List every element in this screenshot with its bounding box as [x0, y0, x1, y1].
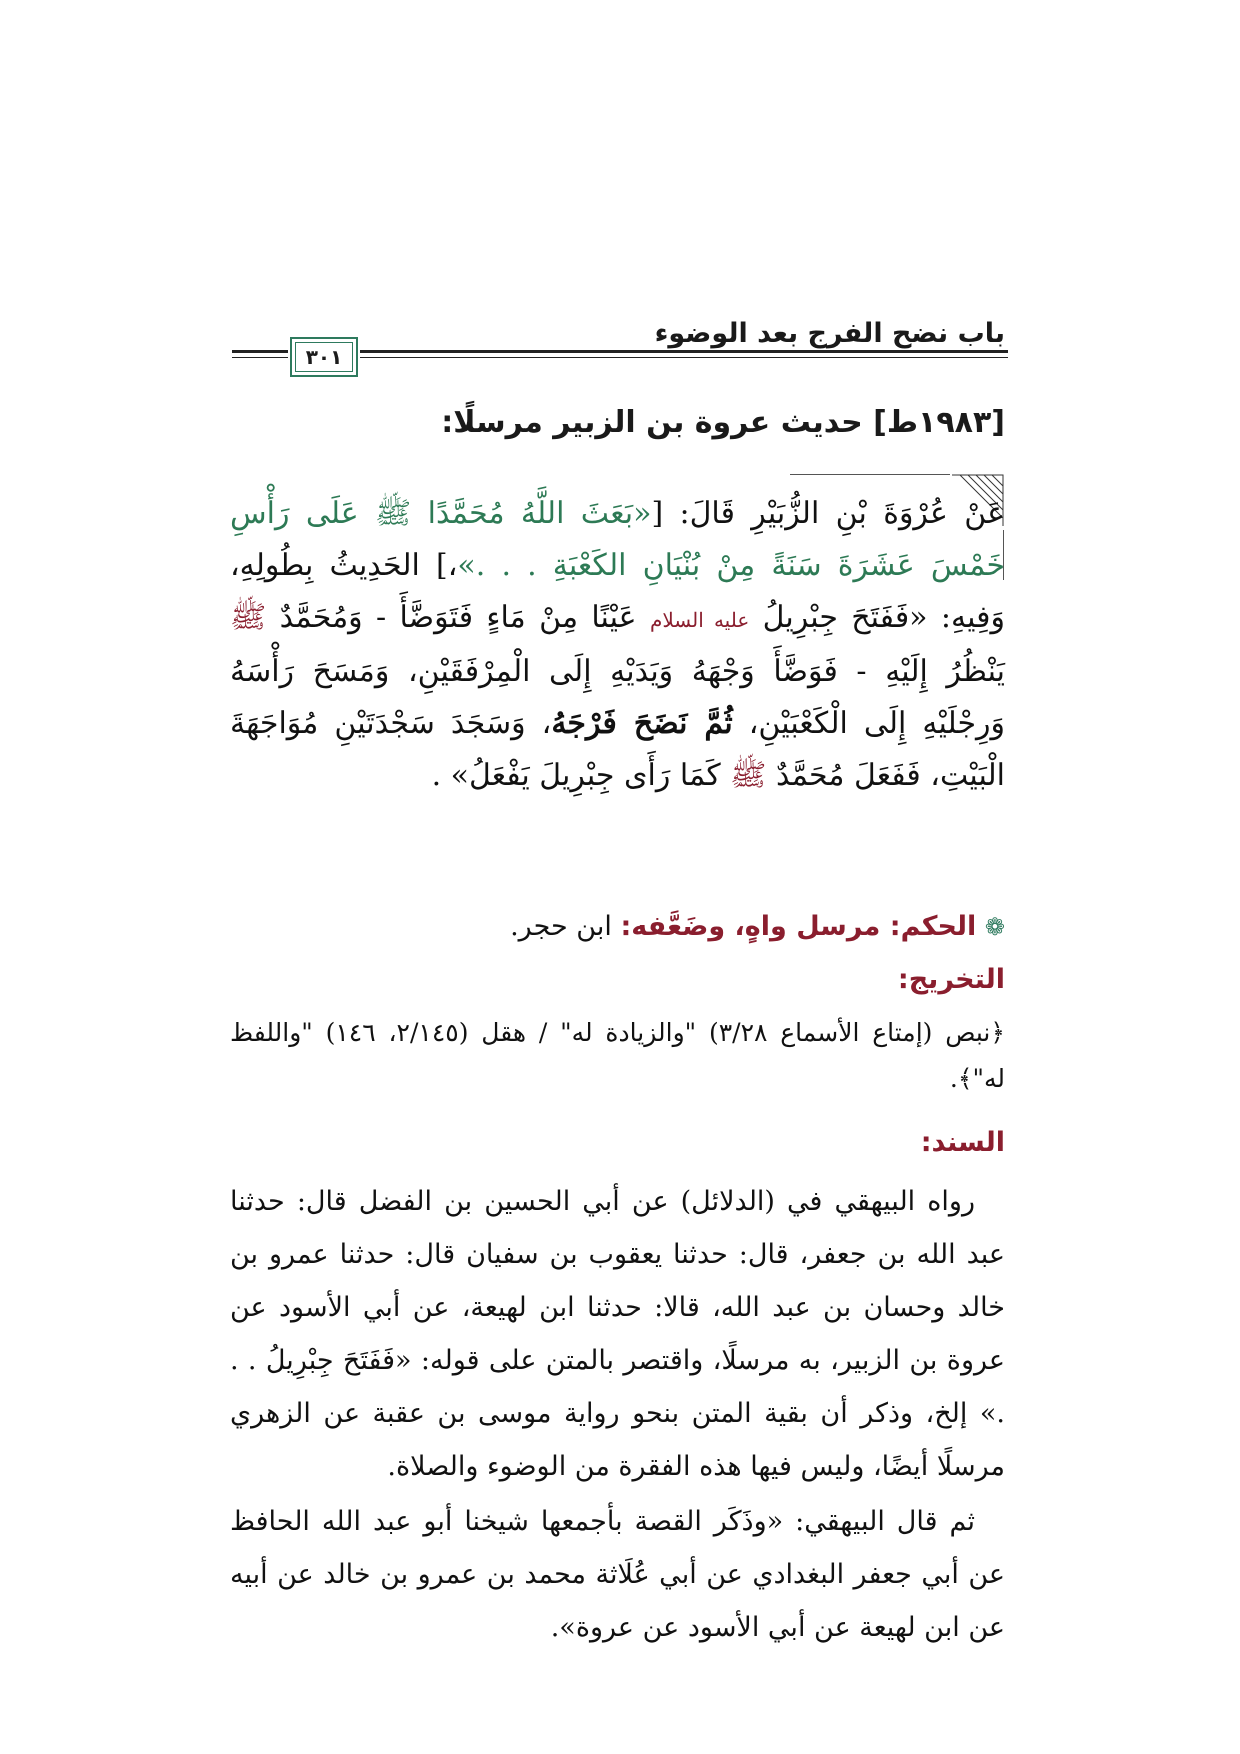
takhrij-text: ﴿نبص (إمتاع الأسماع ٣/٢٨) "والزيادة له" / هقل (٢/١٤٥، ١٤٦) "واللفظ له"﴾. [230, 1018, 1005, 1093]
matn-green-text: «بَعَثَ اللَّهُ مُحَمَّدًا ﷺ عَلَى رَأْسِ خَمْسَ عَشَرَةَ سَنَةً مِنْ بُنْيَانِ الكَعْبَةِ . . .» [230, 496, 1006, 583]
hadith-matn [230, 488, 1005, 802]
salam-symbol: عليه السلام [649, 608, 750, 632]
matn-text-4: ، وَسَجَدَ سَجْدَتَيْنِ مُوَاجَهَةَ الْبَيْتِ، فَفَعَلَ مُحَمَّدٌ [230, 706, 1005, 793]
ruling-label: الحكم: [889, 911, 977, 942]
takhrij-heading: التخريج: [897, 964, 1005, 995]
running-title: باب نضح الفرج بعد الوضوء [654, 318, 1005, 349]
flower-ornament-icon: ❁ [984, 913, 1005, 941]
hadith-title: [١٩٨٣ط] حديث عروة بن الزبير مرسلًا: [441, 405, 1005, 440]
matn-text-3: يَنْظُرُ إِلَيْهِ - فَوَضَّأَ وَجْهَهُ وَيَدَيْهِ إِلَى الْمِرْفَقَيْنِ، وَمَسَحَ رَأْسَهُ وَرِجْلَيْهِ إِلَى الْكَعْبَيْنِ، [230, 654, 1005, 741]
ruling-line [230, 902, 1005, 952]
page-number: ٣٠١ [305, 345, 343, 369]
sanad-paragraph-2: ثم قال البيهقي: «وذَكَر القصة بأجمعها شيخنا أبو عبد الله الحافظ عن أبي جعفر البغدادي عن أبي عُلَاثة محمد بن عمرو بن خالد عن أبيه عن ابن لهيعة عن أبي الأسود عن عروة». [230, 1506, 1005, 1643]
salla-symbol-1: ﷺ [230, 600, 267, 635]
sanad-heading: السند: [920, 1127, 1005, 1158]
ruling-by: ابن حجر. [510, 911, 621, 942]
header-rule-left-bottom [232, 357, 288, 358]
matn-text-2: عَيْنًا مِنْ مَاءٍ فَتَوَضَّأَ - وَمُحَمَّدٌ [266, 600, 650, 635]
header-rule-bottom [360, 357, 1008, 358]
ruling-verdict: مرسل واهٍ، وضَعَّفه: [620, 911, 890, 942]
salla-symbol-2: ﷺ [730, 758, 767, 793]
header-rule-left-top [232, 350, 288, 353]
matn-bold-text: ثُمَّ نَضَحَ فَرْجَهُ [551, 706, 733, 741]
matn-text-1: ،] الحَدِيثُ بِطُولِهِ، وَفِيهِ: «فَفَتَحَ جِبْرِيلُ [230, 548, 1005, 635]
sanad-paragraph-1: رواه البيهقي في (الدلائل) عن أبي الحسين بن الفضل قال: حدثنا عبد الله بن جعفر، قال: حدثنا يعقوب بن سفيان قال: حدثنا عمرو بن خالد وحسان بن عبد الله، قالا: حدثنا ابن لهيعة، عن أبي الأسود عن عروة بن الزبير، به مرسلًا، واقتصر بالمتن على قوله: «فَفَتَحَ جِبْرِيلُ . . .» إلخ، وذكر أن بقية المتن بنحو رواية موسى بن عقبة عن الزهري مرسلًا أيضًا، وليس فيها هذه الفقرة من الوضوء والصلاة. [230, 1186, 1005, 1482]
matn-text-5: كَمَا رَأَى جِبْرِيلَ يَفْعَلُ» . [431, 758, 731, 793]
matn-frame-top [790, 474, 950, 475]
page-number-badge [290, 337, 358, 377]
header-rule-top [360, 350, 1008, 353]
matn-narrator: عَنْ عُرْوَةَ بْنِ الزُّبَيْرِ قَالَ: [ [651, 496, 1006, 531]
